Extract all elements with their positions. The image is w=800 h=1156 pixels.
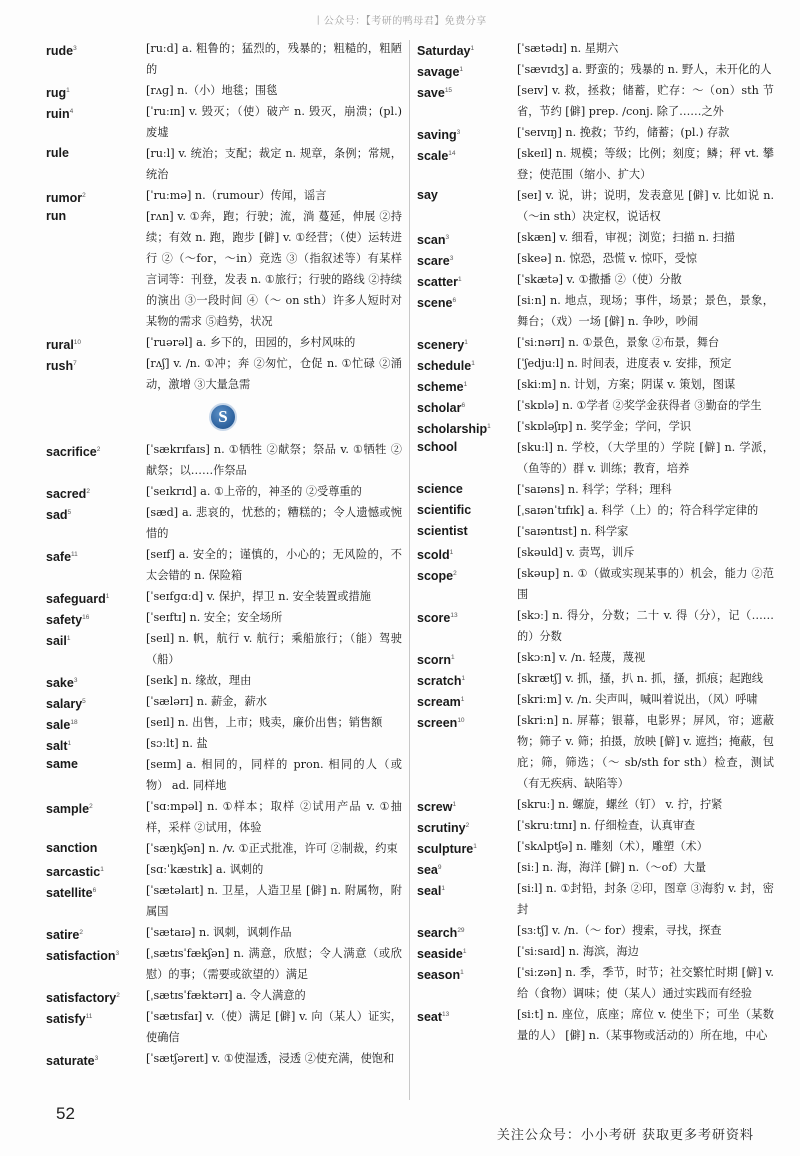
headword-text: rule <box>46 146 69 160</box>
entry-definition: [ˈskʌlptʃə] n. 雕刻（术），雕塑（术） <box>517 840 708 853</box>
dictionary-entry <box>417 38 774 59</box>
frequency-count: 1 <box>66 635 71 642</box>
dictionary-entry <box>46 607 402 628</box>
entry-definition: [skeɪl] n. 规模；等级；比例；刻度；鳞；秤 vt. 攀登；使范围（缩小、扩大） <box>517 147 774 181</box>
headword-text: sanction <box>46 841 98 855</box>
entry-definition: [seɪl] n. 帆，航行 v. 航行；乘船旅行；（能）驾驶（船） <box>146 632 402 666</box>
entry-headword <box>417 80 513 104</box>
entry-definition: [ˈskætə] v. ①撒播 ②（使）分散 <box>517 273 682 286</box>
dictionary-entry <box>417 857 774 878</box>
dictionary-entry <box>417 143 774 185</box>
frequency-count: 1 <box>452 801 457 808</box>
entry-headword <box>417 521 513 542</box>
headword-text: score <box>417 611 451 626</box>
entry-definition: [sæd] a. 悲哀的，忧愁的；糟糕的；令人遗憾或惋惜的 <box>146 506 402 540</box>
headword-text: safeguard <box>46 592 106 607</box>
entry-definition: [rʌɡ] n.（小）地毯；围毯 <box>146 84 278 97</box>
entry-definition: [ˈsiːnərɪ] n. ①景色，景象 ②布景，舞台 <box>517 336 720 349</box>
frequency-count: 18 <box>70 719 78 726</box>
headword-text: sea <box>417 863 438 878</box>
entry-definition: [skəup] n. ①（做或实现某事的）机会，能力 ②范围 <box>517 567 774 601</box>
frequency-count: 6 <box>461 402 466 409</box>
dictionary-entry <box>417 353 774 374</box>
headword-text: sale <box>46 718 71 733</box>
dictionary-entry <box>417 374 774 395</box>
entry-headword <box>417 1004 513 1028</box>
headword-text: screen <box>417 716 458 731</box>
headword-text: sail <box>46 634 67 649</box>
frequency-count: 9 <box>437 864 442 871</box>
headword-text: rug <box>46 86 67 101</box>
frequency-count: 1 <box>67 740 72 747</box>
headword-text: rush <box>46 359 74 374</box>
frequency-count: 1 <box>66 87 70 94</box>
headword-text: seaside <box>417 947 463 962</box>
dictionary-entry <box>46 586 402 607</box>
dictionary-entry <box>46 544 402 586</box>
frequency-count: 2 <box>89 803 93 810</box>
entry-definition: [skrætʃ] v. 抓，搔，扒 n. 抓，搔，抓痕；起跑线 <box>517 672 763 685</box>
frequency-count: 1 <box>449 549 454 556</box>
entry-definition: [skriːn] n. 屏幕；银幕，电影界；屏风，帘；遮蔽物；筛子 v. 筛；拍摄，放映 [僻] v. 遮挡；掩蔽，包庇；筛，筛选；（～ sb/sth for sth）检查，测试（有无疾病、缺陷等） <box>517 714 774 790</box>
headword-text: sarcastic <box>46 865 101 880</box>
frequency-count: 1 <box>463 381 468 388</box>
headword-text: scene <box>417 296 453 311</box>
entry-definition: [skəuld] v. 责骂，训斥 <box>517 546 635 559</box>
entry-definition: [skɔː] n. 得分，分数；二十 v. 得（分），记（……的）分数 <box>517 609 774 643</box>
dictionary-entry <box>417 542 774 563</box>
frequency-count: 11 <box>85 1013 93 1020</box>
dictionary-entry <box>417 59 774 80</box>
dictionary-entry <box>46 838 402 859</box>
dictionary-entry <box>417 563 774 605</box>
dictionary-entry <box>46 754 402 796</box>
headword-text: sacred <box>46 487 87 502</box>
entry-headword <box>46 628 142 652</box>
dictionary-entry <box>417 710 774 794</box>
entry-definition: [ˈskɒləʃɪp] n. 奖学金；学问，学识 <box>517 420 692 433</box>
entry-definition: [siːn] n. 地点，现场；事件，场景；景色，景象，舞台；（戏）一场 [僻] n. 争吵，吵闹 <box>517 294 774 328</box>
headword-text: scare <box>417 254 450 269</box>
frequency-count: 1 <box>460 696 465 703</box>
dictionary-entry <box>46 439 402 481</box>
entry-headword <box>417 437 513 458</box>
headword-text: saving <box>417 128 457 143</box>
entry-headword <box>417 500 513 521</box>
headword-text: saturate <box>46 1054 95 1069</box>
dictionary-entry <box>417 605 774 647</box>
dictionary-entry <box>417 248 774 269</box>
entry-definition: [ˈseɪfɡɑːd] v. 保护，捍卫 n. 安全装置或措施 <box>146 590 371 603</box>
headword-text: scorn <box>417 653 452 668</box>
entry-definition: [ˈskruːtɪnɪ] n. 仔细检查，认真审查 <box>517 819 696 832</box>
frequency-count: 1 <box>458 276 462 283</box>
entry-definition: [ruːd] a. 粗鲁的；猛烈的，残暴的；粗糙的，粗陋的 <box>146 42 402 76</box>
frequency-count: 3 <box>445 234 450 241</box>
headword-text: schedule <box>417 359 472 374</box>
headword-text: science <box>417 482 463 496</box>
frequency-count: 3 <box>456 129 461 136</box>
entry-definition: [seɪv] v. 救，拯救；储蓄，贮存：～（on）sth 节省，节约 [僻] prep. /conj. 除了……之外 <box>517 84 774 118</box>
dictionary-entry <box>46 712 402 733</box>
page-number: 52 <box>56 1104 75 1123</box>
headword-text: scope <box>417 569 454 584</box>
entry-definition: [ˈsælərɪ] n. 薪金，薪水 <box>146 695 267 708</box>
dictionary-entry <box>46 1048 402 1069</box>
entry-headword <box>46 143 142 164</box>
entry-headword <box>46 880 142 904</box>
frequency-count: 16 <box>82 614 90 621</box>
frequency-count: 1 <box>441 885 445 892</box>
entry-definition: [ruːl] v. 统治；支配；裁定 n. 规章，条例；常规，统治 <box>146 147 402 181</box>
headword-text: sad <box>46 508 68 523</box>
headword-text: safety <box>46 613 83 628</box>
footer-note: 关注公众号：小小考研 获取更多考研资料 <box>496 1128 754 1143</box>
dictionary-entry <box>417 479 774 500</box>
frequency-count: 29 <box>457 927 465 934</box>
entry-definition: [ˈruərəl] a. 乡下的，田园的，乡村风味的 <box>146 336 356 349</box>
entry-headword <box>417 710 513 734</box>
dictionary-entry <box>46 859 402 880</box>
frequency-count: 1 <box>487 423 491 430</box>
dictionary-entry <box>417 1004 774 1046</box>
left-column <box>46 38 402 1069</box>
frequency-count: 1 <box>105 593 110 600</box>
entry-headword <box>417 290 513 314</box>
headword-text: satire <box>46 928 80 943</box>
entry-headword <box>417 605 513 629</box>
entry-definition: [ˈsætʃəreɪt] v. ①使湿透，浸透 ②使充满，使饱和 <box>146 1052 395 1065</box>
frequency-count: 4 <box>69 108 74 115</box>
entry-headword <box>417 962 513 986</box>
dictionary-entry <box>417 521 774 542</box>
entry-definition: [ˈsævɪdʒ] a. 野蛮的；残暴的 n. 野人，未开化的人 <box>517 63 772 76</box>
entry-definition: [ˌsaɪənˈtɪfɪk] a. 科学（上）的；符合科学定律的 <box>517 504 759 517</box>
frequency-count: 1 <box>460 969 464 976</box>
entry-headword <box>417 563 513 587</box>
entry-definition: [ˈskɒlə] n. ①学者 ②奖学金获得者 ③勤奋的学生 <box>517 399 762 412</box>
entry-definition: [ˈruːmə] n.（rumour）传闻，谣言 <box>146 189 327 202</box>
frequency-count: 2 <box>465 822 470 829</box>
entry-headword <box>46 943 142 967</box>
headword-text: Saturday <box>417 44 471 59</box>
headword-text: scholarship <box>417 422 488 437</box>
dictionary-entry <box>417 332 774 353</box>
dictionary-entry <box>417 668 774 689</box>
entry-definition: [siːt] n. 座位，底座；席位 v. 使坐下；可坐（某数量的人） [僻] n.（某事物或活动的）所在地，中心 <box>517 1008 774 1042</box>
entry-definition: [ˈsætədɪ] n. 星期六 <box>517 42 619 55</box>
frequency-count: 15 <box>444 87 453 94</box>
frequency-count: 5 <box>67 509 72 516</box>
frequency-count: 1 <box>473 843 477 850</box>
entry-headword <box>46 101 142 125</box>
dictionary-entry <box>46 353 402 395</box>
entry-definition: [sɑːˈkæstɪk] a. 讽刺的 <box>146 863 264 876</box>
headword-text: school <box>417 440 458 454</box>
dictionary-entry <box>417 80 774 122</box>
entry-headword <box>417 479 513 500</box>
frequency-count: 14 <box>448 150 456 157</box>
frequency-count: 11 <box>71 551 78 558</box>
headword-text: scan <box>417 233 446 248</box>
frequency-count: 1 <box>451 654 455 661</box>
headword-text: seal <box>417 884 442 899</box>
frequency-count: 3 <box>73 45 77 52</box>
frequency-count: 2 <box>96 446 101 453</box>
entry-headword <box>46 754 142 775</box>
entry-definition: [seɪ] v. 说，讲；说明，发表意见 [僻] v. 比如说 n.（～in sth）决定权，说话权 <box>517 189 774 223</box>
headword-text: salt <box>46 739 68 754</box>
entry-definition: [ˈseɪftɪ] n. 安全；安全场所 <box>146 611 283 624</box>
entry-headword <box>417 143 513 167</box>
headword-text: scholar <box>417 401 462 416</box>
frequency-count: 3 <box>94 1055 99 1062</box>
entry-definition: [rʌn] v. ①奔，跑；行驶；流，淌 蔓延，伸展 ②持续；有效 n. 跑，跑步 [僻] v. ①经营；（使）运转进行 ②（～for，～in）竞选 ③（指叙述等）有某样言词等：刊登，发表 n. ①旅行；行驶的路线 ②持续的演出 ③一段时间 ④（～ on sth）许多人短时对某物的需求 ⑤趋势，状况 <box>146 210 402 328</box>
dictionary-entry <box>46 922 402 943</box>
headword-text: say <box>417 188 438 202</box>
headword-text: satisfactory <box>46 991 117 1006</box>
page-watermark: 丨公众号：【考研的鸭母君】免费分享 <box>313 16 487 27</box>
entry-definition: [ˈsætɪsfaɪ] v.（使）满足 [僻] v. 向（某人）证实，使确信 <box>146 1010 402 1044</box>
frequency-count: 2 <box>86 488 90 495</box>
headword-text: scatter <box>417 275 458 290</box>
dictionary-entry <box>417 227 774 248</box>
entry-headword <box>46 206 142 227</box>
dictionary-entry <box>46 502 402 544</box>
dictionary-entry <box>46 143 402 185</box>
dictionary-entry <box>46 691 402 712</box>
frequency-count: 1 <box>462 948 467 955</box>
headword-text: scream <box>417 695 461 710</box>
entry-definition: [ˌsætɪsˈfæktərɪ] a. 令人满意的 <box>146 989 306 1002</box>
entry-definition: [skæn] v. 细看，审视；浏览；扫描 n. 扫描 <box>517 231 735 244</box>
headword-text: salary <box>46 697 83 712</box>
headword-text: search <box>417 926 458 941</box>
headword-text: safe <box>46 550 72 565</box>
section-marker <box>46 395 402 439</box>
entry-definition: [ˈseɪkrɪd] a. ①上帝的，神圣的 ②受尊重的 <box>146 485 362 498</box>
headword-text: rude <box>46 44 74 59</box>
entry-definition: [rʌʃ] v. /n. ①冲；奔 ②匆忙，仓促 n. ①忙碌 ②涌动，激增 ③大量急需 <box>146 357 402 391</box>
headword-text: scenery <box>417 338 465 353</box>
frequency-count: 1 <box>470 45 475 52</box>
dictionary-entry <box>417 689 774 710</box>
frequency-count: 1 <box>471 360 475 367</box>
dictionary-entry <box>417 941 774 962</box>
entry-definition: [ˈsɑːmpəl] n. ①样本；取样 ②试用产品 v. ①抽样，采样 ②试用，体验 <box>146 800 402 834</box>
dictionary-entry <box>46 985 402 1006</box>
headword-text: ruin <box>46 107 70 122</box>
entry-definition: [ˈsætaɪə] n. 讽刺，讽刺作品 <box>146 926 292 939</box>
entry-definition: [skruː] n. 螺旋，螺丝（钉） v. 拧，拧紧 <box>517 798 723 811</box>
dictionary-entry <box>417 836 774 857</box>
entry-headword <box>46 544 142 568</box>
frequency-count: 1 <box>461 675 466 682</box>
entry-definition: [ˈseɪvɪŋ] n. 挽救；节约，储蓄；(pl.) 存款 <box>517 126 730 139</box>
dictionary-entry <box>46 796 402 838</box>
entry-headword <box>46 502 142 526</box>
dictionary-entry <box>417 647 774 668</box>
entry-definition: [seɪk] n. 缘故，理由 <box>146 674 252 687</box>
entry-definition: [siːl] n. ①封铅，封条 ②印，图章 ③海豹 v. 封，密封 <box>517 882 774 916</box>
dictionary-entry <box>46 206 402 332</box>
entry-definition: [skiːm] n. 计划，方案；阴谋 v. 策划，图谋 <box>517 378 736 391</box>
entry-definition: [sɜːtʃ] v. /n.（～ for）搜索，寻找，探查 <box>517 924 722 937</box>
entry-headword <box>417 185 513 206</box>
frequency-count: 6 <box>452 297 457 304</box>
entry-definition: [ˈsækrɪfaɪs] n. ①牺牲 ②献祭；祭品 v. ①牺牲 ②献祭；以……作祭品 <box>146 443 402 477</box>
dictionary-entry <box>46 101 402 143</box>
headword-text: scale <box>417 149 449 164</box>
dictionary-entry <box>46 38 402 80</box>
entry-definition: [skuːl] n. 学校，（大学里的）学院 [僻] n. 学派，（鱼等的）群 v. 训练；教育，培养 <box>517 441 774 475</box>
entry-definition: [skɔːn] v. /n. 轻蔑，蔑视 <box>517 651 646 664</box>
dictionary-entry <box>46 628 402 670</box>
headword-text: savage <box>417 65 460 80</box>
entry-headword <box>46 796 142 820</box>
entry-definition: [seɪm] a. 相同的，同样的 pron. 相同的人（或物） ad. 同样地 <box>146 758 402 792</box>
dictionary-entry <box>46 880 402 922</box>
frequency-count: 2 <box>116 992 120 999</box>
frequency-count: 3 <box>115 950 120 957</box>
headword-text: sacrifice <box>46 445 97 460</box>
headword-text: satellite <box>46 886 93 901</box>
dictionary-entry <box>46 481 402 502</box>
frequency-count: 13 <box>442 1011 450 1018</box>
dictionary-entry <box>417 290 774 332</box>
entry-definition: [ˈsætəlaɪt] n. 卫星，人造卫星 [僻] n. 附属物，附属国 <box>146 884 402 918</box>
entry-headword <box>46 353 142 377</box>
entry-definition: [ˈruːɪn] v. 毁灭；（使）破产 n. 毁灭，崩溃；(pl.) 废墟 <box>146 105 402 139</box>
headword-text: sculpture <box>417 842 474 857</box>
column-divider <box>409 40 410 1100</box>
entry-definition: [ˈsæŋkʃən] n. /v. ①正式批准，许可 ②制裁，约束 <box>146 842 398 855</box>
headword-text: scratch <box>417 674 462 689</box>
entry-definition: [seɪl] n. 出售，上市；贱卖，廉价出售；销售额 <box>146 716 383 729</box>
headword-text: season <box>417 968 461 983</box>
headword-text: sample <box>46 802 90 817</box>
frequency-count: 2 <box>82 192 86 199</box>
entry-definition: [siː] n. 海，海洋 [僻] n.（～of）大量 <box>517 861 707 874</box>
entry-definition: [ˈsiːzən] n. 季，季节，时节；社交繁忙时期 [僻] v. 给（食物）调味；使（某人）通过实践而有经验 <box>517 966 774 1000</box>
entry-headword <box>46 838 142 859</box>
headword-text: seat <box>417 1010 443 1025</box>
entry-headword <box>46 1048 142 1072</box>
frequency-count: 5 <box>82 698 86 705</box>
dictionary-entry <box>46 332 402 353</box>
frequency-count: 7 <box>73 360 77 367</box>
headword-text: scientific <box>417 503 472 517</box>
frequency-count: 13 <box>450 612 458 619</box>
right-column <box>417 38 774 1046</box>
dictionary-entry <box>46 80 402 101</box>
frequency-count: 1 <box>459 66 464 73</box>
section-letter-icon: S <box>209 403 237 431</box>
entry-headword <box>46 1006 142 1030</box>
headword-text: rumor <box>46 191 83 206</box>
frequency-count: 10 <box>73 339 82 346</box>
dictionary-entry <box>46 670 402 691</box>
headword-text: scold <box>417 548 450 563</box>
entry-definition: [ˈsiːsaɪd] n. 海滨，海边 <box>517 945 639 958</box>
dictionary-entry <box>417 185 774 227</box>
frequency-count: 3 <box>73 677 78 684</box>
entry-definition: [ˈsaɪəntɪst] n. 科学家 <box>517 525 629 538</box>
entry-definition: [ˈʃedjuːl] n. 时间表，进度表 v. 安排，预定 <box>517 357 732 370</box>
dictionary-entry <box>417 962 774 1004</box>
dictionary-entry <box>417 437 774 479</box>
headword-text: scientist <box>417 524 468 538</box>
dictionary-entry <box>46 185 402 206</box>
frequency-count: 3 <box>449 255 454 262</box>
dictionary-entry <box>417 920 774 941</box>
frequency-count: 10 <box>457 717 465 724</box>
entry-definition: [seɪf] a. 安全的；谨慎的，小心的；无风险的，不太会错的 n. 保险箱 <box>146 548 402 582</box>
headword-text: scrutiny <box>417 821 466 836</box>
entry-definition: [ˌsætɪsˈfækʃən] n. 满意，欣慰；令人满意（或欣慰）的事；（需要或欲望的）满足 <box>146 947 402 981</box>
frequency-count: 6 <box>92 887 97 894</box>
dictionary-entry <box>417 395 774 416</box>
dictionary-entry <box>46 1006 402 1048</box>
headword-text: scheme <box>417 380 464 395</box>
entry-definition: [ˈsaɪəns] n. 科学；学科；理科 <box>517 483 672 496</box>
frequency-count: 1 <box>464 339 468 346</box>
dictionary-entry <box>417 815 774 836</box>
headword-text: same <box>46 757 78 771</box>
frequency-count: 1 <box>100 866 104 873</box>
headword-text: save <box>417 86 445 101</box>
entry-definition: [skriːm] v. /n. 尖声叫，喊叫着说出，（风）呼啸 <box>517 693 758 706</box>
entry-definition: [sɔːlt] n. 盐 <box>146 737 208 750</box>
dictionary-entry <box>417 500 774 521</box>
dictionary-entry <box>46 943 402 985</box>
dictionary-entry <box>417 122 774 143</box>
frequency-count: 2 <box>453 570 457 577</box>
entry-headword <box>46 38 142 62</box>
dictionary-entry <box>417 878 774 920</box>
headword-text: satisfy <box>46 1012 86 1027</box>
entry-headword <box>46 439 142 463</box>
headword-text: rural <box>46 338 74 353</box>
headword-text: sake <box>46 676 74 691</box>
entry-definition: [skeə] n. 惊恐，恐慌 v. 惊吓，受惊 <box>517 252 697 265</box>
dictionary-entry <box>417 269 774 290</box>
headword-text: satisfaction <box>46 949 116 964</box>
headword-text: run <box>46 209 67 223</box>
dictionary-entry <box>46 733 402 754</box>
dictionary-entry <box>417 416 774 437</box>
headword-text: screw <box>417 800 453 815</box>
frequency-count: 2 <box>79 929 83 936</box>
entry-headword <box>417 878 513 902</box>
dictionary-entry <box>417 794 774 815</box>
